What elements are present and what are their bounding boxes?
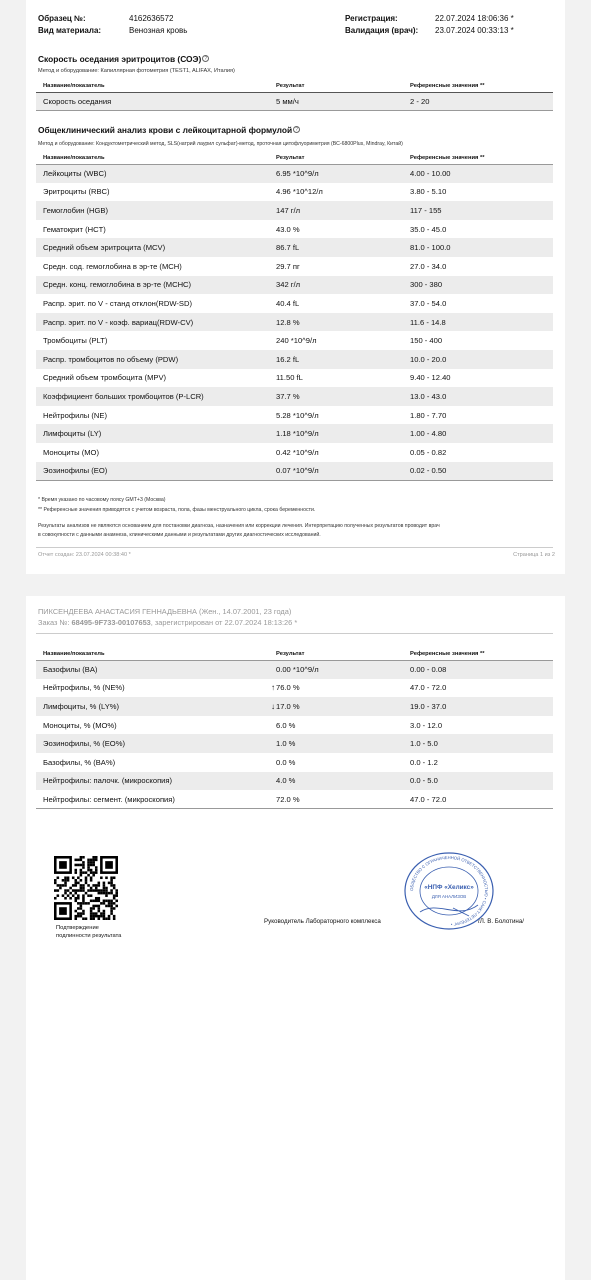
row-result [269, 220, 403, 239]
registration-label: Регистрация: [345, 14, 398, 23]
row-name [36, 734, 269, 753]
row-result [269, 294, 403, 313]
table-row [36, 294, 553, 313]
row-name-text: Лимфоциты (LY) [43, 429, 102, 439]
row-name-text: Распр. тромбоцитов по объему (PDW) [43, 354, 179, 364]
report-page-2 [26, 596, 565, 1280]
row-name-text: Распр. эрит. по V - коэф. вариац(RDW-CV) [43, 317, 194, 327]
table-header-row [36, 80, 553, 92]
row-result: 5 мм/ч [269, 92, 403, 111]
table-row [36, 201, 553, 220]
row-result-text: 76.0 % [276, 683, 300, 693]
sample-label: Образец №: [38, 14, 86, 23]
row-reference [403, 350, 553, 369]
row-reference [403, 660, 553, 679]
row-reference-text: 150 - 400 [410, 336, 443, 346]
esr-title-text: Скорость оседания эритроцитов (СОЭ) [38, 54, 202, 64]
row-reference-text: 4.00 - 10.00 [410, 169, 451, 179]
row-reference [403, 164, 553, 183]
table-row [36, 660, 553, 679]
row-reference [403, 369, 553, 388]
row-result [269, 238, 403, 257]
header-reference: Референсные значения ** [403, 648, 553, 660]
row-result-text: 0.00 *10^9/л [276, 665, 319, 675]
row-result [269, 424, 403, 443]
row-reference-text: 10.0 - 20.0 [410, 354, 447, 364]
header-result: Результат [269, 80, 403, 92]
row-reference [403, 183, 553, 202]
row-reference-text: 1.80 - 7.70 [410, 410, 447, 420]
header-reference: Референсные значения ** [403, 80, 553, 92]
row-name [36, 660, 269, 679]
table-row [36, 406, 553, 425]
table-row [36, 716, 553, 735]
row-name [36, 276, 269, 295]
material-label: Вид материала: [38, 26, 102, 35]
esr-title [38, 54, 209, 64]
header-result: Результат [269, 648, 403, 660]
page-number: Страница 1 из 2 [513, 552, 555, 558]
row-name-text: Моноциты, % (MO%) [43, 720, 117, 730]
row-reference [403, 772, 553, 791]
row-reference-text: 47.0 - 72.0 [410, 683, 447, 693]
table-row [36, 679, 553, 698]
esr-method: Метод и оборудование: Капиллярная фотометрия (TEST1, ALIFAX, Италия) [38, 68, 235, 74]
table-row [36, 276, 553, 295]
validation-label: Валидация (врач): [345, 26, 419, 35]
row-result [269, 164, 403, 183]
arrow-up-icon: ↑ [271, 683, 275, 693]
row-reference [403, 697, 553, 716]
info-icon[interactable]: ? [293, 126, 300, 133]
row-result [269, 790, 403, 809]
header-divider [36, 633, 553, 634]
header-reference: Референсные значения ** [403, 152, 553, 164]
row-name [36, 753, 269, 772]
row-reference-text: 81.0 - 100.0 [410, 243, 451, 253]
row-name-text: Средн. сод. гемоглобина в эр-те (MCH) [43, 261, 182, 271]
row-name-text: Нейтрофилы: палочк. (микроскопия) [43, 776, 173, 786]
row-result-text: 147 г/л [276, 205, 301, 215]
row-name [36, 406, 269, 425]
registration-value: 22.07.2024 18:06:36 * [435, 14, 514, 23]
row-name: Скорость оседания [36, 92, 269, 111]
stamp-ring-text: ОБЩЕСТВО С ОГРАНИЧЕННОЙ ОТВЕТСТВЕННОСТЬЮ • САНКТ-ПЕТЕРБУРГ • [408, 854, 490, 927]
row-reference-text: 35.0 - 45.0 [410, 224, 447, 234]
row-result-text: 4.96 *10^12/л [276, 187, 323, 197]
row-result [269, 276, 403, 295]
row-result [269, 387, 403, 406]
order-number: 68495-9F733-00107653 [71, 618, 151, 627]
disclaimer-line-1: Результаты анализов не являются основанием для постановки диагноза, назначения или коррекции лечения. Интерпретацию полученных результатов проводит врач [38, 523, 440, 529]
row-result [269, 443, 403, 462]
header-result: Результат [269, 152, 403, 164]
row-reference [403, 734, 553, 753]
row-name-text: Нейтрофилы, % (NE%) [43, 683, 125, 693]
row-name [36, 424, 269, 443]
row-reference-text: 300 - 380 [410, 280, 443, 290]
order-info [38, 618, 297, 627]
disclaimer-line-2: в совокупности с данными анамнеза, клиническими данными и результатами других диагностических исследований. [38, 532, 321, 538]
row-reference-text: 27.0 - 34.0 [410, 261, 447, 271]
row-result [269, 257, 403, 276]
row-reference [403, 753, 553, 772]
row-result [269, 313, 403, 332]
table-header-row [36, 648, 553, 660]
row-name [36, 443, 269, 462]
table-row [36, 443, 553, 462]
row-name [36, 257, 269, 276]
material-value: Венозная кровь [129, 26, 188, 35]
row-name [36, 679, 269, 698]
row-reference [403, 313, 553, 332]
row-result-text: 37.7 % [276, 391, 300, 401]
row-reference [403, 424, 553, 443]
row-result [269, 462, 403, 481]
row-result-text: 29.7 пг [276, 261, 300, 271]
row-name [36, 331, 269, 350]
row-name-text: Средн. конц. гемоглобина в эр-те (MCHC) [43, 280, 192, 290]
row-result-text: 86.7 fL [276, 243, 300, 253]
row-name-text: Эозинофилы (EO) [43, 466, 108, 476]
note-timezone: * Время указано по часовому поясу GMT+3 (Москва) [38, 497, 166, 503]
row-result [269, 331, 403, 350]
validation-value: 23.07.2024 00:33:13 * [435, 26, 514, 35]
row-name [36, 164, 269, 183]
row-result-text: 4.0 % [276, 776, 296, 786]
esr-table [36, 80, 553, 111]
cbc-table [36, 152, 553, 481]
row-result-text: 240 *10^9/л [276, 336, 317, 346]
row-reference [403, 238, 553, 257]
row-reference [403, 716, 553, 735]
row-reference-text: 19.0 - 37.0 [410, 701, 447, 711]
row-reference-text: 3.0 - 12.0 [410, 720, 443, 730]
report-page-1 [26, 0, 565, 574]
row-name [36, 350, 269, 369]
row-result-text: 0.42 *10^9/л [276, 447, 319, 457]
cbc-title-text: Общеклинический анализ крови с лейкоцитарной формулой [38, 125, 293, 135]
note-reference: ** Референсные значения приводятся с учетом возраста, пола, фазы менструального цикла, срока беременности. [38, 507, 316, 513]
row-reference-text: 13.0 - 43.0 [410, 391, 447, 401]
stamp-company: «НПФ «Хеликс» [424, 884, 474, 891]
table-row [36, 387, 553, 406]
row-reference-text: 11.6 - 14.8 [410, 317, 446, 327]
table-row [36, 183, 553, 202]
row-result-text: 11.50 fL [276, 373, 303, 383]
row-reference [403, 201, 553, 220]
row-result-text: 6.0 % [276, 720, 296, 730]
row-result [269, 406, 403, 425]
row-reference [403, 257, 553, 276]
table-row [36, 238, 553, 257]
header-name: Название/показатель [36, 152, 269, 164]
row-result [269, 201, 403, 220]
differential-table [36, 648, 553, 809]
table-row [36, 331, 553, 350]
table-row [36, 350, 553, 369]
table-row [36, 369, 553, 388]
row-name [36, 387, 269, 406]
qr-code[interactable] [54, 856, 118, 920]
cbc-title [38, 125, 300, 135]
row-reference [403, 331, 553, 350]
row-result-text: 0.07 *10^9/л [276, 466, 319, 476]
row-name-text: Средний объем эритроцита (MCV) [43, 243, 166, 253]
row-reference-text: 0.0 - 5.0 [410, 776, 438, 786]
row-name-text: Лимфоциты, % (LY%) [43, 701, 120, 711]
arrow-down-icon: ↓ [271, 701, 275, 711]
header-name: Название/показатель [36, 648, 269, 660]
row-reference-text: 0.02 - 0.50 [410, 466, 447, 476]
row-reference [403, 679, 553, 698]
row-reference [403, 276, 553, 295]
table-row [36, 772, 553, 791]
row-reference [403, 443, 553, 462]
row-result-text: 1.18 *10^9/л [276, 429, 319, 439]
report-created: Отчет создан: 23.07.2024 00:38:40 * [38, 552, 131, 558]
row-result-text: 16.2 fL [276, 354, 300, 364]
signature-name: /Л. В. Болотина/ [478, 918, 525, 925]
table-header-row [36, 152, 553, 164]
row-reference: 2 - 20 [403, 92, 553, 111]
row-result [269, 772, 403, 791]
row-name-text: Базофилы (BA) [43, 665, 98, 675]
row-name [36, 790, 269, 809]
sample-value: 4162636572 [129, 14, 174, 23]
table-row [36, 424, 553, 443]
row-name-text: Средний объем тромбоцита (MPV) [43, 373, 167, 383]
row-reference-text: 1.0 - 5.0 [410, 739, 438, 749]
company-stamp [398, 850, 500, 932]
row-name [36, 772, 269, 791]
row-reference [403, 406, 553, 425]
row-result [269, 753, 403, 772]
row-result-text: 1.0 % [276, 739, 296, 749]
row-name-text: Нейтрофилы: сегмент. (микроскопия) [43, 794, 175, 804]
row-name-text: Тромбоциты (PLT) [43, 336, 108, 346]
row-reference-text: 0.0 - 1.2 [410, 757, 438, 767]
table-row [36, 790, 553, 809]
row-name-text: Эозинофилы, % (EO%) [43, 739, 125, 749]
row-name-text: Гемоглобин (HGB) [43, 205, 109, 215]
row-reference-text: 47.0 - 72.0 [410, 794, 447, 804]
row-reference-text: 9.40 - 12.40 [410, 373, 451, 383]
order-prefix: Заказ №: [38, 618, 72, 627]
row-result-text: 43.0 % [276, 224, 300, 234]
patient-info: ПИКСЕНДЕЕВА АНАСТАСИЯ ГЕННАДЬЕВНА (Жен., 14.07.2001, 23 года) [38, 607, 292, 616]
row-result-text: 6.95 *10^9/л [276, 169, 319, 179]
row-result [269, 660, 403, 679]
header-name: Название/показатель [36, 80, 269, 92]
row-name [36, 697, 269, 716]
table-row [36, 92, 553, 111]
row-name [36, 294, 269, 313]
table-row [36, 697, 553, 716]
signature-role: Руководитель Лабораторного комплекса [264, 918, 381, 925]
row-name-text: Моноциты (MO) [43, 447, 99, 457]
row-result [269, 734, 403, 753]
row-name-text: Лейкоциты (WBC) [43, 169, 107, 179]
row-result-text: 40.4 fL [276, 298, 300, 308]
table-row [36, 734, 553, 753]
row-reference [403, 220, 553, 239]
table-row [36, 462, 553, 481]
row-reference-text: 0.05 - 0.82 [410, 447, 447, 457]
row-result-text: 342 г/л [276, 280, 301, 290]
table-row [36, 220, 553, 239]
row-name-text: Базофилы, % (BA%) [43, 757, 116, 767]
row-result [269, 679, 403, 698]
qr-caption-1: Подтверждение [56, 925, 99, 931]
cbc-method: Метод и оборудование: Кондуктометрический метод, SLS(натрий лаурил сульфат)-метод, проточная цитофлуориметрия (BC-6800Plus, Mindray, Китай) [38, 141, 403, 147]
row-reference [403, 462, 553, 481]
row-result [269, 716, 403, 735]
row-result-text: 17.0 % [276, 701, 300, 711]
row-name-text: Нейтрофилы (NE) [43, 410, 107, 420]
row-result [269, 350, 403, 369]
table-row [36, 313, 553, 332]
footer-divider [36, 547, 553, 548]
row-result [269, 697, 403, 716]
row-reference [403, 387, 553, 406]
row-name [36, 716, 269, 735]
row-result-text: 0.0 % [276, 757, 296, 767]
row-result [269, 183, 403, 202]
row-name [36, 220, 269, 239]
info-icon[interactable]: ? [202, 55, 209, 62]
row-reference-text: 0.00 - 0.08 [410, 665, 447, 675]
table-row [36, 257, 553, 276]
row-result-text: 12.8 % [276, 317, 300, 327]
row-result-text: 72.0 % [276, 794, 300, 804]
row-result [269, 369, 403, 388]
row-reference [403, 294, 553, 313]
row-result-text: 5.28 *10^9/л [276, 410, 319, 420]
row-name-text: Гематокрит (HCT) [43, 224, 106, 234]
row-name [36, 201, 269, 220]
row-name [36, 462, 269, 481]
signature-scribble [420, 905, 478, 916]
row-reference-text: 117 - 155 [410, 205, 442, 215]
order-suffix: , зарегистрирован от 22.07.2024 18:13:26 * [150, 618, 298, 627]
stamp-subtitle: ДЛЯ АНАЛИЗОВ [431, 894, 467, 899]
row-reference-text: 37.0 - 54.0 [410, 298, 447, 308]
table-row [36, 753, 553, 772]
qr-caption-2: подлинности результата [56, 933, 122, 939]
row-name [36, 369, 269, 388]
row-reference-text: 3.80 - 5.10 [410, 187, 447, 197]
row-name [36, 313, 269, 332]
row-name-text: Эритроциты (RBC) [43, 187, 110, 197]
table-row [36, 164, 553, 183]
row-name-text: Коэффициент больших тромбоцитов (P-LCR) [43, 391, 204, 401]
row-name [36, 183, 269, 202]
row-name-text: Распр. эрит. по V - станд отклон(RDW-SD) [43, 298, 192, 308]
row-name [36, 238, 269, 257]
row-reference-text: 1.00 - 4.80 [410, 429, 447, 439]
row-reference [403, 790, 553, 809]
